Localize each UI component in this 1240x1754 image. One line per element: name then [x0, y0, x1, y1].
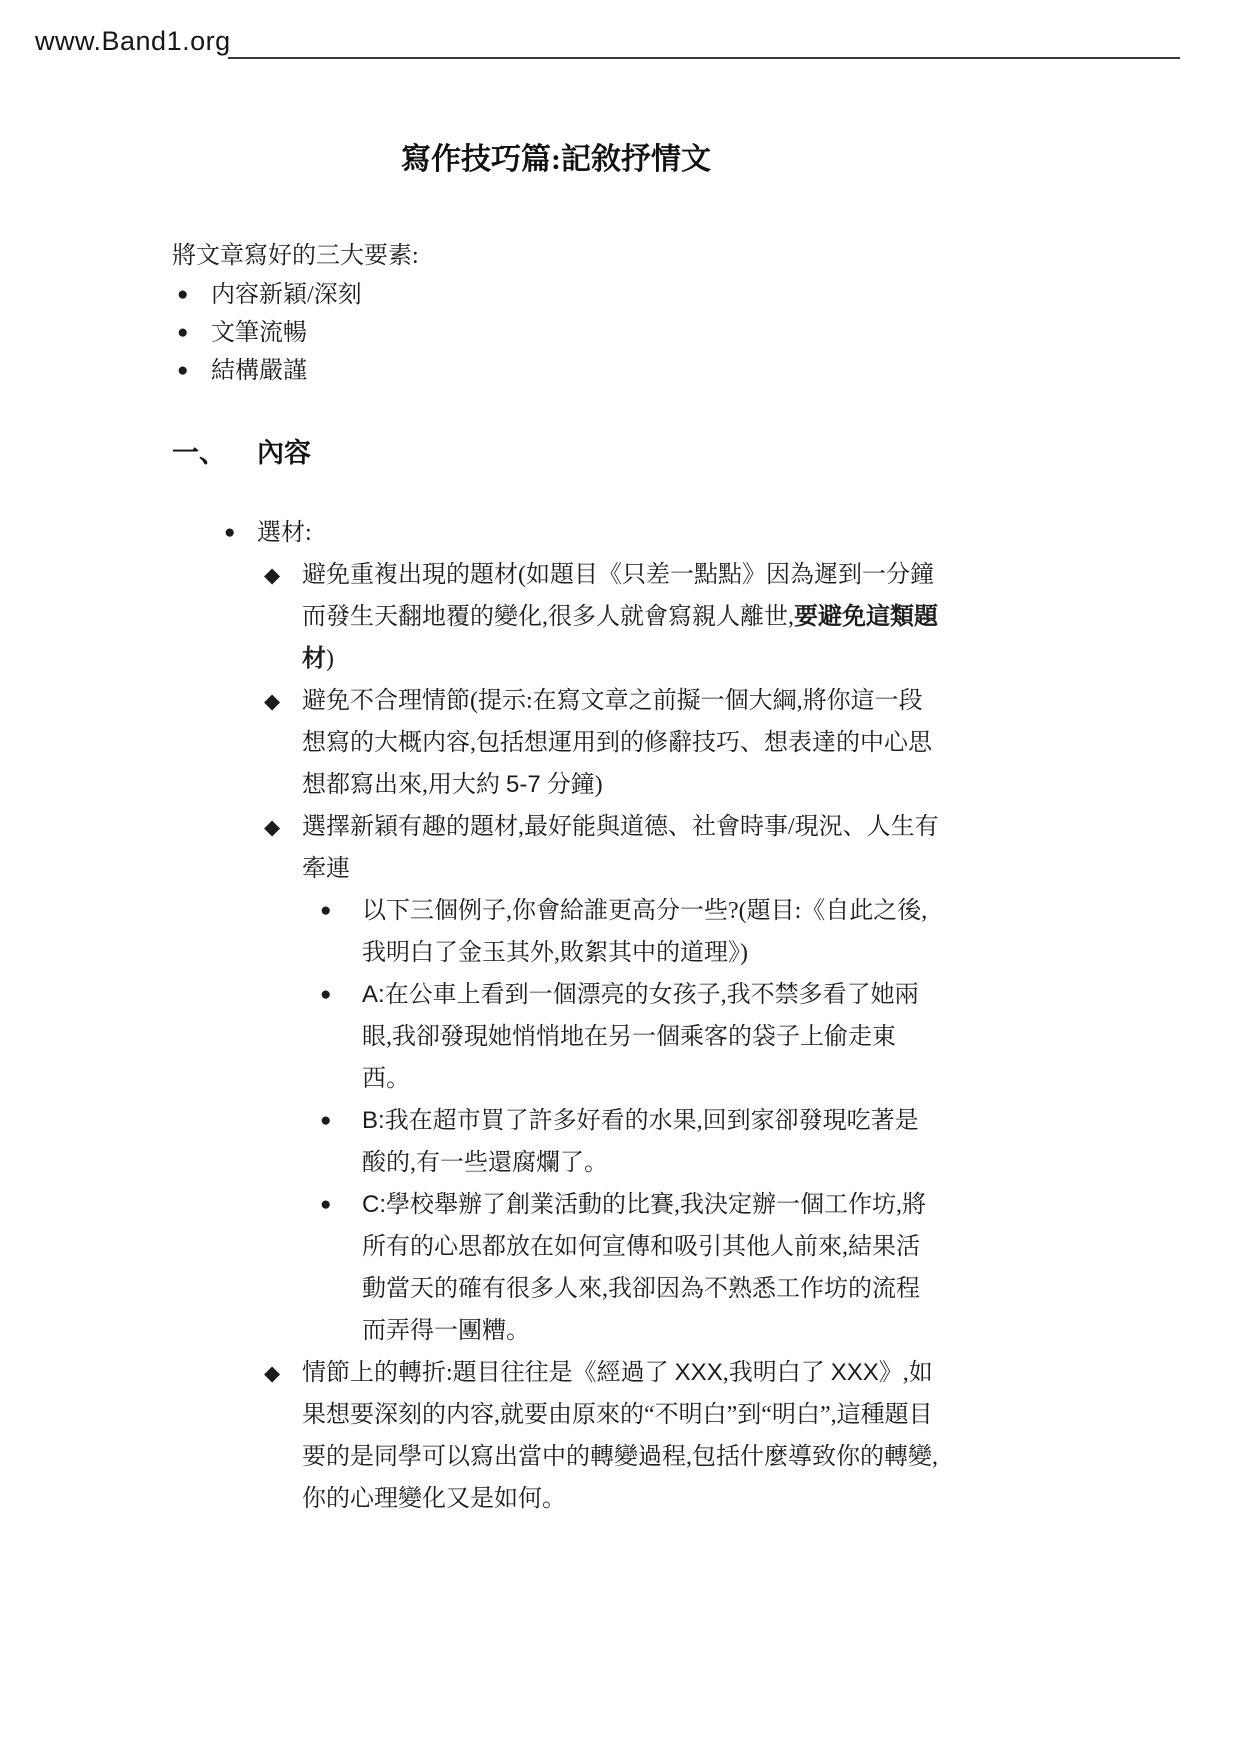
text-run-latin: XXX — [830, 1359, 879, 1386]
example-text — [362, 974, 940, 1100]
page-header — [35, 26, 1182, 60]
intro-text: 將文章寫好的三大要素: — [172, 243, 419, 269]
text-run: 避免重複出現的題材(如題目《只差一點點》因為遲到一分鐘而發生天翻地覆的變化,很多人就會寫親人離世, — [302, 562, 934, 630]
guideline-item — [172, 1352, 940, 1520]
bullet-icon: ● — [320, 1194, 332, 1215]
guideline-item — [172, 806, 940, 890]
essential-text: 内容新穎/深刻 — [211, 282, 362, 308]
guideline-text — [302, 680, 940, 806]
bullet-icon: ● — [177, 284, 189, 305]
text-run-bold: 要避免這類題材 — [302, 604, 938, 672]
section-heading — [172, 434, 940, 472]
essential-item — [172, 276, 940, 314]
example-item — [172, 974, 940, 1100]
diamond-icon: ◆ — [264, 815, 281, 839]
example-text — [362, 1184, 940, 1352]
essential-item — [172, 352, 940, 390]
essential-item — [172, 314, 940, 352]
example-label: C: — [362, 1191, 386, 1218]
example-item — [172, 890, 940, 974]
diamond-icon: ◆ — [264, 1361, 281, 1385]
text-run: 我在超市買了許多好看的水果,回到家卻發現吃著是酸的,有一些還腐爛了。 — [362, 1108, 919, 1176]
diamond-icon: ◆ — [264, 689, 281, 713]
text-run: 避免不合理情節(提示:在寫文章之前擬一個大綱,將你這一段想寫的大概内容,包括想運用到的修辭技巧、想表達的中心思想都寫出來,用大約 — [302, 688, 932, 798]
section-number: 一、 — [172, 438, 226, 468]
bullet-icon: ● — [320, 984, 332, 1005]
guideline-text — [302, 554, 940, 680]
guideline-item — [172, 554, 940, 680]
page-title: 寫作技巧篇:記敘抒情文 — [401, 143, 711, 176]
example-label: B: — [362, 1107, 385, 1134]
example-label: A: — [362, 981, 385, 1008]
topic-item — [172, 512, 940, 554]
text-run: 》,如果想要深刻的内容,就要由原來的“不明白”到“明白”,這種題目要的是同學可以寫出當中的轉變過程,包括什麼導致你的轉變,你的心理變化又是如何。 — [302, 1360, 938, 1512]
guideline-text — [302, 1352, 940, 1520]
guideline-text: 選擇新穎有趣的題材,最好能與道德、社會時事/現況、人生有牽連 — [302, 814, 939, 882]
bullet-icon: ● — [177, 322, 189, 343]
essential-text: 文筆流暢 — [211, 320, 307, 346]
topic-label: 選材: — [257, 520, 312, 546]
text-run: ) — [326, 646, 334, 672]
text-run-latin: XXX — [674, 1359, 723, 1386]
bullet-icon: ● — [177, 360, 189, 381]
bullet-icon: ● — [320, 900, 332, 921]
example-text: 以下三個例子,你會給誰更高分一些?(題目:《自此之後,我明白了金玉其外,敗絮其中的道理》) — [362, 898, 928, 966]
guideline-item — [172, 680, 940, 806]
site-logo: www.Band1.org — [35, 26, 231, 56]
bullet-icon: ● — [320, 1110, 332, 1131]
text-run-number: 5-7 — [506, 771, 541, 798]
bullet-icon: ● — [224, 522, 236, 543]
text-run: 學校舉辦了創業活動的比賽,我決定辦一個工作坊,將所有的心思都放在如何宣傳和吸引其他人前來,結果活動當天的確有很多人來,我卻因為不熟悉工作坊的流程而弄得一團糟。 — [362, 1192, 926, 1344]
text-run: 情節上的轉折:題目往往是《經過了 — [302, 1360, 675, 1386]
section-title: 內容 — [257, 438, 311, 468]
example-item — [172, 1184, 940, 1352]
text-run: ,我明白了 — [722, 1360, 831, 1386]
text-run: 分鐘) — [540, 772, 603, 798]
diamond-icon: ◆ — [264, 563, 281, 587]
header-rule — [228, 57, 1180, 59]
essential-text: 結構嚴謹 — [211, 358, 307, 384]
example-text — [362, 1100, 940, 1184]
document-body — [172, 140, 940, 1520]
text-run: 在公車上看到一個漂亮的女孩子,我不禁多看了她兩眼,我卻發現她悄悄地在另一個乘客的袋子上偷走東西。 — [362, 982, 919, 1092]
example-item — [172, 1100, 940, 1184]
